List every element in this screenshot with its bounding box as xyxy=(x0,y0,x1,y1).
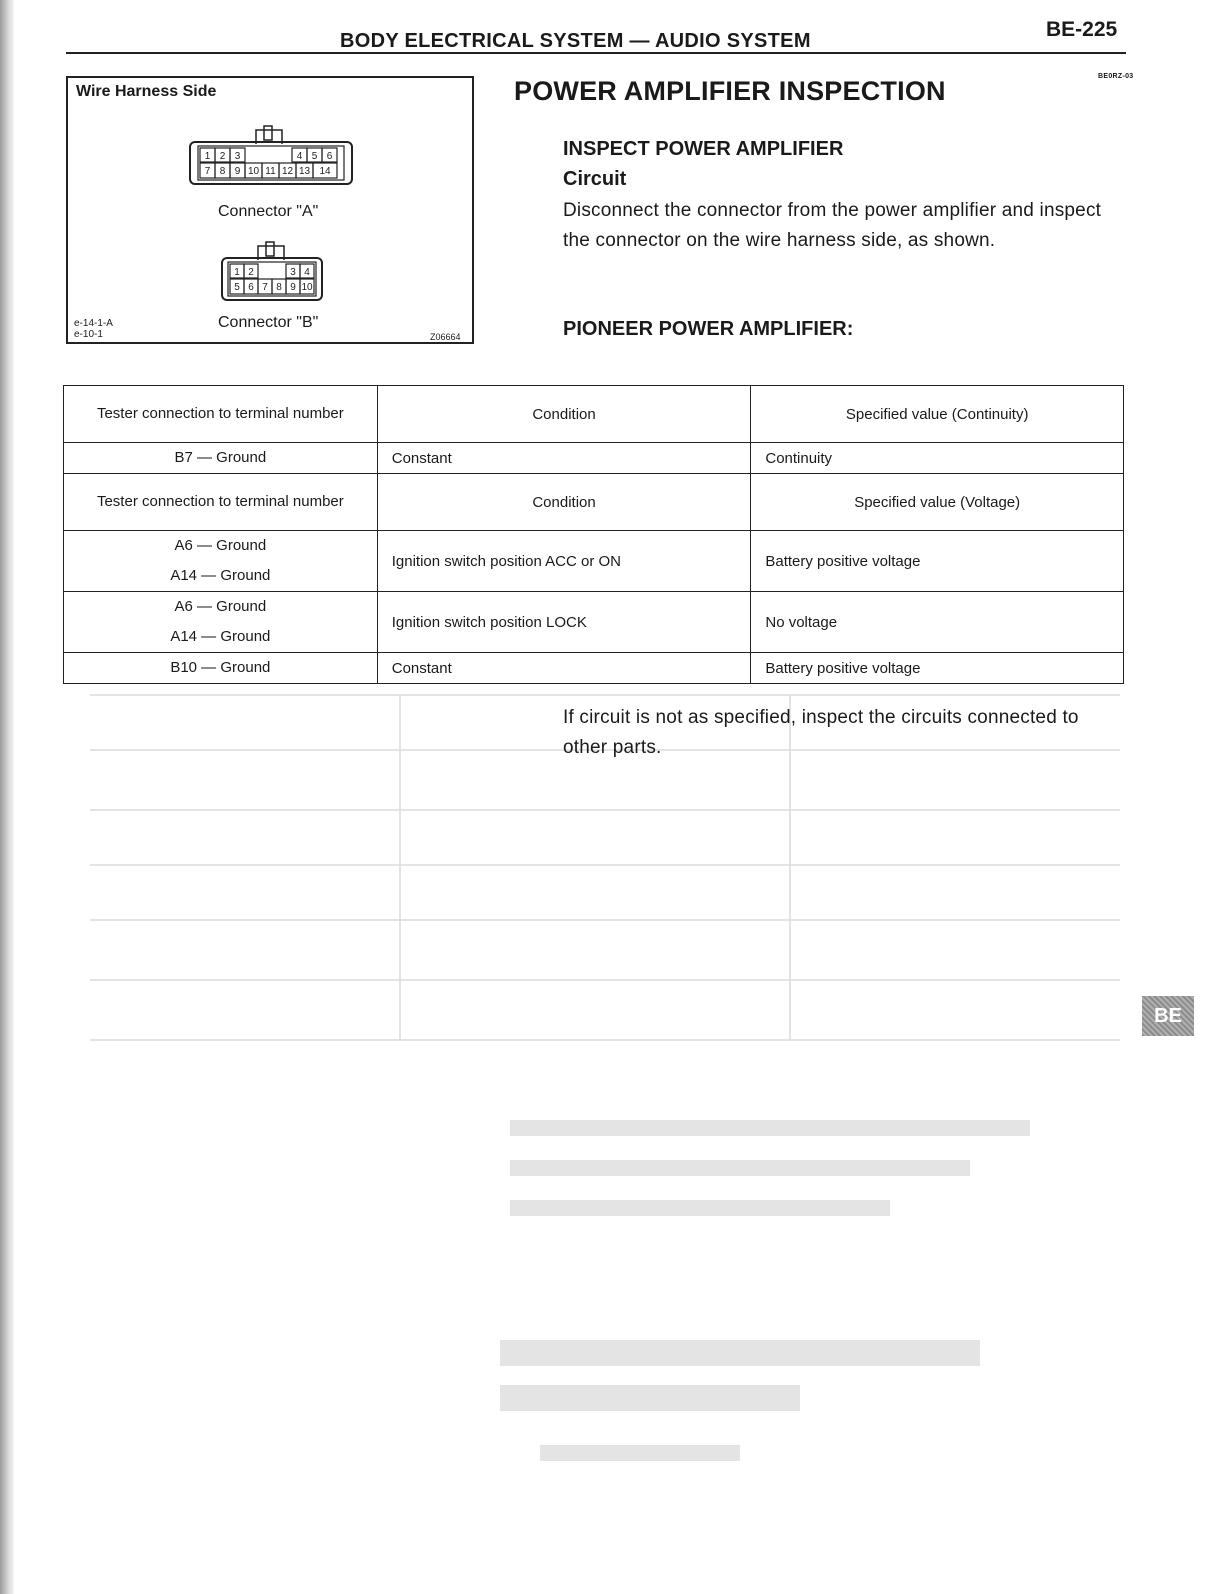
inspection-table xyxy=(63,385,1124,684)
connector-a-pin: 10 xyxy=(247,166,260,177)
connector-a-pin: 7 xyxy=(204,166,211,177)
cell-condition: Ignition switch position LOCK xyxy=(377,592,751,653)
table-row xyxy=(64,443,1124,474)
header-rule xyxy=(66,52,1126,54)
note-text: If circuit is not as specified, inspect the circuits connected to other parts. xyxy=(563,707,1079,758)
cell-spec: Battery positive voltage xyxy=(751,531,1124,592)
connector-a-diagram xyxy=(186,122,356,188)
header-terminal: Tester connection to terminal number xyxy=(64,474,378,531)
terminal-line: A6 — Ground xyxy=(174,537,267,554)
connector-b-pin: 4 xyxy=(304,267,310,278)
connector-b-pin: 5 xyxy=(234,282,240,293)
terminal-line: A14 — Ground xyxy=(170,567,271,584)
connector-a-pin: 8 xyxy=(219,166,226,177)
connector-b-pin: 7 xyxy=(262,282,268,293)
terminal-line: A14 — Ground xyxy=(170,628,271,645)
header-condition: Condition xyxy=(377,386,751,443)
header-condition: Condition xyxy=(377,474,751,531)
section-tab: BE xyxy=(1142,996,1194,1036)
connector-a-pin: 11 xyxy=(265,166,276,177)
connector-a-pin: 4 xyxy=(296,151,303,162)
cell-terminal: B10 — Ground xyxy=(64,653,378,684)
bleed-through-artifact xyxy=(90,690,1120,1480)
table-header-row xyxy=(64,474,1124,531)
connector-a-pin: 13 xyxy=(298,166,311,177)
connector-b-pin: 9 xyxy=(290,282,296,293)
connector-b-pin: 8 xyxy=(276,282,282,293)
cell-condition: Constant xyxy=(377,443,751,474)
figure-ref-2: e-10-1 xyxy=(74,329,103,340)
figure-caption: Wire Harness Side xyxy=(76,83,217,100)
connector-b-diagram xyxy=(218,238,328,304)
cell-spec: Battery positive voltage xyxy=(751,653,1124,684)
table-header-row xyxy=(64,386,1124,443)
connector-a-pin: 14 xyxy=(319,166,331,177)
document-code: BE0RZ-03 xyxy=(1098,73,1134,80)
terminal-line: A6 — Ground xyxy=(174,598,267,615)
header-terminal: Tester connection to terminal number xyxy=(64,386,378,443)
figure-code: Z06664 xyxy=(430,332,461,342)
page-binding-edge xyxy=(0,0,14,1594)
figure-ref-1: e-14-1-A xyxy=(74,318,113,329)
page-number: BE-225 xyxy=(1046,18,1118,41)
amplifier-heading: PIONEER POWER AMPLIFIER: xyxy=(563,318,854,340)
connector-a-pin: 6 xyxy=(326,151,333,162)
connector-a-pin: 12 xyxy=(281,166,294,177)
connector-a-pin: 1 xyxy=(204,151,211,162)
connector-a-pin: 9 xyxy=(234,166,241,177)
circuit-heading: Circuit xyxy=(563,168,627,190)
step-heading: INSPECT POWER AMPLIFIER xyxy=(563,138,844,160)
connector-a-pin: 2 xyxy=(219,151,226,162)
header-title: BODY ELECTRICAL SYSTEM — AUDIO SYSTEM xyxy=(340,30,811,52)
connector-b-pin: 6 xyxy=(248,282,254,293)
section-title: POWER AMPLIFIER INSPECTION xyxy=(514,76,946,106)
connector-figure xyxy=(66,76,474,344)
header-spec: Specified value (Continuity) xyxy=(751,386,1124,443)
connector-b-pin: 1 xyxy=(234,267,240,278)
instruction-text: Disconnect the connector from the power amplifier and inspect the connector on the wire harness side, as shown. xyxy=(563,200,1102,251)
connector-b-pin: 10 xyxy=(301,282,313,293)
cell-spec: Continuity xyxy=(751,443,1124,474)
cell-condition: Constant xyxy=(377,653,751,684)
header-spec: Specified value (Voltage) xyxy=(751,474,1124,531)
connector-a-label: Connector "A" xyxy=(218,203,319,220)
connector-b-label: Connector "B" xyxy=(218,314,319,331)
cell-spec: No voltage xyxy=(751,592,1124,653)
connector-b-pin: 3 xyxy=(290,267,296,278)
connector-b-pin: 2 xyxy=(248,267,254,278)
table-row xyxy=(64,592,1124,653)
connector-a-pin: 3 xyxy=(234,151,241,162)
table-row xyxy=(64,531,1124,592)
cell-terminal: B7 — Ground xyxy=(64,443,378,474)
cell-terminal xyxy=(64,531,378,592)
cell-condition: Ignition switch position ACC or ON xyxy=(377,531,751,592)
cell-terminal xyxy=(64,592,378,653)
table-row xyxy=(64,653,1124,684)
connector-a-pin: 5 xyxy=(311,151,318,162)
